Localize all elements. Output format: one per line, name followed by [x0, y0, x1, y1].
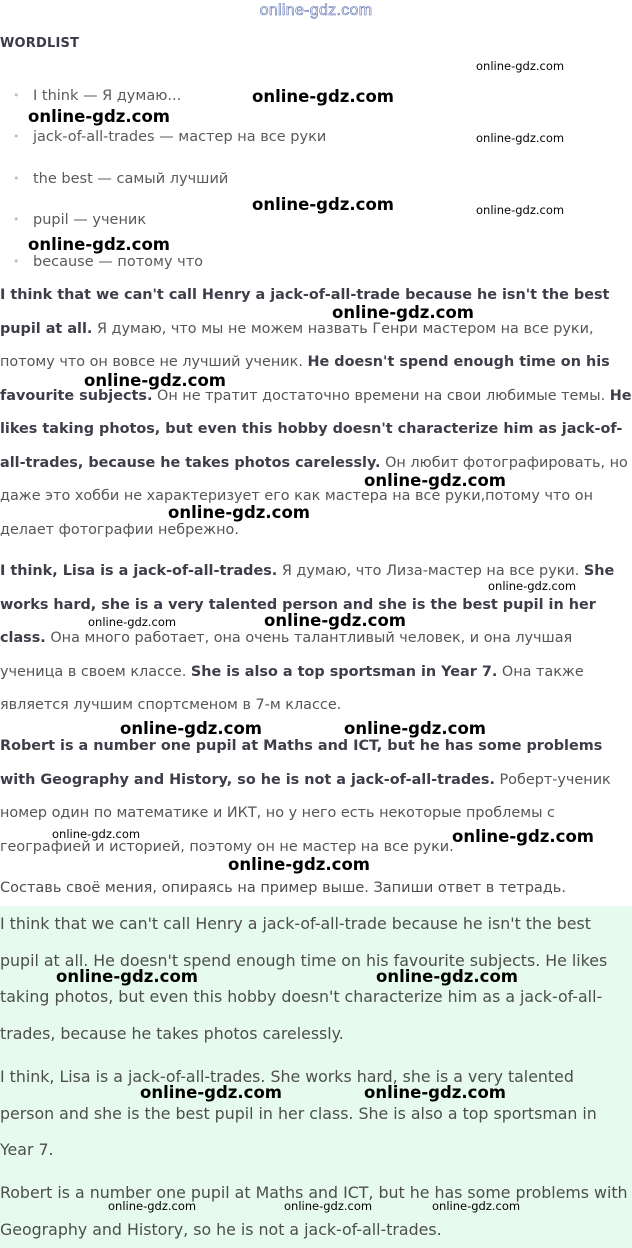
answer-block	[0, 906, 632, 1248]
wordlist-item: • the best — самый лучший	[18, 169, 418, 189]
watermark: online-gdz.com	[284, 1199, 373, 1213]
answer-lisa: I think, Lisa is a jack-of-all-trades. She works hard, she is a very talented person and she is the best pupil in her class. She is also a top sportsman in Year 7.	[0, 1067, 597, 1159]
english-text: She is also a top sportsman in Year 7.	[190, 663, 498, 680]
watermark: online-gdz.com	[264, 611, 406, 630]
watermark: online-gdz.com	[28, 235, 170, 254]
watermark: online-gdz.com	[344, 719, 486, 738]
wordlist-item: • pupil — ученик	[18, 210, 418, 230]
english-text: Robert is a number one pupil at Maths and ICT, but he has some problems with Geography and History, so he is not a jack-of-all-trades.	[0, 738, 603, 788]
english-text: He likes taking photos, but even this hobby doesn't characterize him as jack-of-all-trades, because he takes photos carelessly.	[0, 387, 632, 471]
watermark: online-gdz.com	[120, 719, 262, 738]
watermark: online-gdz.com	[488, 579, 577, 593]
watermark: online-gdz.com	[168, 503, 310, 522]
watermark: online-gdz.com	[332, 303, 474, 322]
watermark: online-gdz.com	[84, 371, 226, 390]
russian-text: Она также является лучшим спортсменом в 7-м классе.	[0, 663, 584, 713]
watermark: online-gdz.com	[140, 1083, 282, 1102]
watermark: online-gdz.com	[252, 195, 394, 214]
watermark: online-gdz.com	[432, 1199, 521, 1213]
watermark: online-gdz.com	[52, 827, 141, 841]
watermark: online-gdz.com	[56, 967, 198, 986]
russian-text: Он любит фотографировать, но даже это хобби не характеризует его как мастера на все руки,потому что он делает фотографии небрежно.	[0, 454, 628, 538]
wordlist-item: • I think — Я думаю...	[18, 86, 418, 106]
english-text: I think, Lisa is a jack-of-all-trades.	[0, 563, 278, 579]
english-text: He doesn't spend enough time on his favourite subjects.	[0, 354, 610, 404]
russian-text: Роберт-ученик номер один по математике и ИКТ, но у него есть некоторые проблемы с географией и историей, поэтому он не мастер на все руки.	[0, 771, 611, 855]
wordlist-item: • because — потому что	[18, 252, 418, 272]
russian-text: Она много работает, она очень талантливый человек, и она лучшая ученица в своем классе.	[0, 630, 573, 680]
watermark: online-gdz.com	[88, 615, 177, 629]
watermark: online-gdz.com	[108, 1199, 197, 1213]
watermark: online-gdz.com	[376, 967, 518, 986]
english-text: She works hard, she is a very talented person and she is the best pupil in her class.	[0, 563, 615, 646]
wordlist-heading: WORDLIST	[0, 36, 80, 51]
answer-henry: I think that we can't call Henry a jack-of-all-trade because he isn't the best pupil at all. He doesn't spend enough time on his favourite subjects. He likes taking photos, but even this hobby doesn't characterize him as a jack-of-all-trades, because he takes photos carelessly.	[0, 914, 608, 1043]
watermark: online-gdz.com	[364, 471, 506, 490]
watermark: online-gdz.com	[252, 87, 394, 106]
watermark: online-gdz.com	[476, 131, 565, 145]
watermark: online-gdz.com	[364, 1083, 506, 1102]
paragraph-henry	[0, 279, 632, 547]
paragraph-robert	[0, 730, 632, 864]
english-text: I think that we can't call Henry a jack-of-all-trade because he isn't the best pupil at all.	[0, 287, 610, 337]
watermark: online-gdz.com	[28, 107, 170, 126]
russian-text: Я думаю, что Лиза-мастер на все руки.	[277, 563, 584, 579]
wordlist-item: • jack-of-all-trades — мастер на все руки	[18, 127, 418, 147]
paragraph-lisa	[0, 555, 632, 723]
watermark: online-gdz.com	[476, 59, 565, 73]
watermark: online-gdz.com	[452, 827, 594, 846]
task-instruction: Составь своё мения, опираясь на пример выше. Запиши ответ в тетрадь.	[0, 880, 566, 896]
watermark: online-gdz.com	[228, 855, 370, 874]
watermark: online-gdz.com	[476, 203, 565, 217]
russian-text: Он не тратит достаточно времени на свои любимые темы.	[152, 387, 610, 404]
site-watermark-top: online-gdz.com	[259, 2, 373, 19]
answer-robert: Robert is a number one pupil at Maths and ICT, but he has some problems with Geography and History, so he is not a jack-of-all-trades.	[0, 1183, 628, 1239]
russian-text: Я думаю, что мы не можем назвать Генри мастером на все руки, потому что он вовсе не лучший ученик.	[0, 320, 594, 370]
